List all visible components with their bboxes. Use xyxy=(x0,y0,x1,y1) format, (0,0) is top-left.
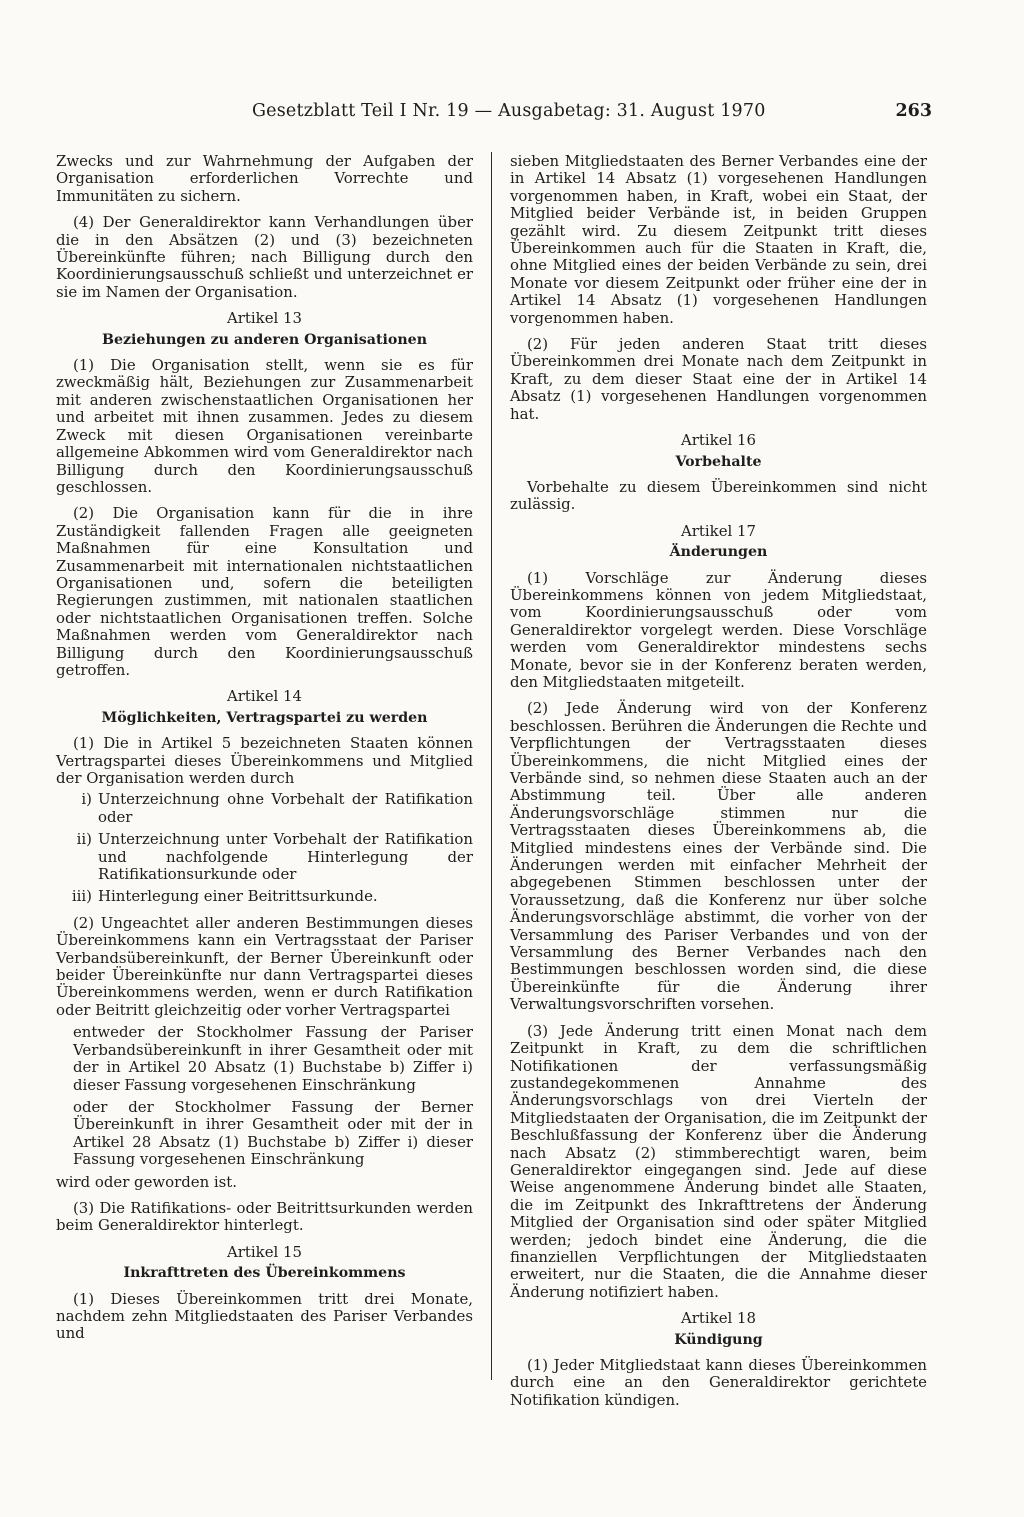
article-heading: Inkrafttreten des Übereinkommens xyxy=(123,1265,406,1282)
paragraph: (1) Dieses Übereinkommen tritt drei Monate, nachdem zehn Mitgliedstaaten des Pariser Verbandes und xyxy=(56,1289,473,1343)
article-number: Artikel 15 xyxy=(227,1242,302,1261)
paragraph: wird oder geworden ist. xyxy=(56,1172,238,1191)
indented-clause: entweder der Stockholmer Fassung der Pariser Verbandsübereinkunft in ihrer Gesamtheit oder mit der in Artikel 20 Absatz (1) Buchstabe b) Ziffer i) dieser Fassung vorgesehenen Einschränkung xyxy=(73,1023,473,1094)
paragraph: sieben Mitgliedstaaten des Berner Verbandes eine der in Artikel 14 Absatz (1) vorgesehenen Handlungen vorgenommen haben, in Kraft, wobei ein Staat, der Mitglied beider Verbände ist, in beiden Gruppen gezählt wird. Zu diesem Zeitpunkt tritt dieses Übereinkommen auch für die Staaten in Kraft, die, ohne Mitglied eines der beiden Verbände zu sein, drei Monate vor diesem Zeitpunkt oder früher eine der in Artikel 14 Absatz (1) vorgesehenen Handlungen vorgenommen haben. xyxy=(510,152,927,327)
article-heading: Vorbehalte xyxy=(675,453,762,470)
paragraph: (1) Vorschläge zur Änderung dieses Übereinkommens können von jedem Mitgliedstaat, vom Koordinierungsausschuß oder vom Generaldirektor vorgelegt werden. Diese Vorschläge werden vom Generaldirektor mindestens sechs Monate, bevor sie in der Konferenz beraten werden, den Mitgliedstaaten mitgeteilt. xyxy=(510,568,927,691)
enumeration-text: Unterzeichnung ohne Vorbehalt der Ratifikation oder xyxy=(98,790,473,826)
enumeration-label: i) xyxy=(81,790,92,809)
left-column xyxy=(56,153,473,1352)
indented-clause: oder der Stockholmer Fassung der Berner Übereinkunft in ihrer Gesamtheit oder mit der in Artikel 28 Absatz (1) Buchstabe b) Ziffer i) dieser Fassung vorgesehenen Einschränkung xyxy=(73,1097,473,1169)
paragraph: Zwecks und zur Wahrnehmung der Aufgaben der Organisation erforderlichen Vorrechte und Immunitäten zu sichern. xyxy=(56,152,473,205)
paragraph: (1) Die in Artikel 5 bezeichneten Staaten können Vertragspartei dieses Übereinkommens und Mitglied der Organisation werden durch xyxy=(56,734,473,787)
paragraph: (2) Für jeden anderen Staat tritt dieses Übereinkommen drei Monate nach dem Zeitpunkt in Kraft, zu dem dieser Staat eine der in Artikel 14 Absatz (1) vorgesehenen Handlungen vorgenommen hat. xyxy=(510,335,927,423)
enumeration-item xyxy=(56,888,473,905)
article-heading: Änderungen xyxy=(669,544,768,561)
article-number: Artikel 17 xyxy=(681,521,756,540)
paragraph: (3) Jede Änderung tritt einen Monat nach dem Zeitpunkt in Kraft, zu dem die schriftlichen Notifikationen der verfassungsmäßig zustandegekommenen Annahme des Änderungsvorschlags von drei Vierteln der Mitgliedstaaten der Organisation, die im Zeitpunkt der Beschlußfassung der Konferenz über die Änderung nach Absatz (2) stimmberechtigt waren, beim Generaldirektor eingegangen sind. Jede auf diese Weise angenommene Änderung bindet alle Staaten, die im Zeitpunkt des Inkrafttretens der Änderung Mitglied der Organisation sind oder später Mitglied werden; jedoch bindet eine Änderung, die die finanziellen Verpflichtungen der Mitgliedstaaten erweitert, nur die Staaten, die die Annahme dieser Änderung notifiziert haben. xyxy=(510,1021,927,1301)
paragraph: (2) Die Organisation kann für die in ihre Zuständigkeit fallenden Fragen alle geeigneten Maßnahmen für eine Konsultation und Zusammenarbeit mit internationalen nichtstaatlichen Organisationen und, sofern die beteiligten Regierungen zustimmen, mit nationalen staatlichen oder nichtstaatlichen Organisationen treffen. Solche Maßnahmen werden vom Generaldirektor nach Billigung durch den Koordinierungsausschuß getroffen. xyxy=(56,504,473,679)
article-number: Artikel 16 xyxy=(681,431,756,450)
page-header xyxy=(0,101,1024,131)
paragraph: (2) Jede Änderung wird von der Konferenz beschlossen. Berühren die Änderungen die Rechte und Verpflichtungen der Vertragsstaaten dieses Übereinkommens, die nicht Mitglied eines der Verbände sind, so nehmen diese Staaten auch an der Abstimmung teil. Über alle anderen Änderungsvorschläge stimmen nur die Vertragsstaaten dieses Übereinkommens ab, die Mitglied mindestens eines der Verbände sind. Die Änderungen werden mit einfacher Mehrheit der abgegebenen Stimmen beschlossen unter der Voraussetzung, daß die Konferenz nur über solche Änderungsvorschläge abstimmt, die vorher von der Versammlung des Pariser Verbandes und von der Versammlung des Berner Verbandes nach den Bestimmungen beschlossen worden sind, die diese Übereinkünfte für die Änderung ihrer Verwaltungsvorschriften vorsehen. xyxy=(510,699,927,1014)
page-number: 263 xyxy=(895,101,932,121)
paragraph: (4) Der Generaldirektor kann Verhandlungen über die in den Absätzen (2) und (3) bezeichneten Übereinkünfte führen; nach Billigung durch den Koordinierungsausschuß schließt und unterzeichnet er sie im Namen der Organisation. xyxy=(56,213,473,301)
enumeration-label: iii) xyxy=(71,887,92,906)
paragraph: Vorbehalte zu diesem Übereinkommen sind nicht zulässig. xyxy=(510,477,927,514)
paragraph: (1) Die Organisation stellt, wenn sie es für zweckmäßig hält, Beziehungen zur Zusammenarbeit mit anderen zwischenstaatlichen Organisationen her und arbeitet mit ihnen zusammen. Jedes zu diesem Zweck mit diesen Organisationen vereinbarte allgemeine Abkommen wird vom Generaldirektor nach Billigung durch den Koordinierungsausschuß geschlossen. xyxy=(56,356,473,496)
enumeration-label: ii) xyxy=(76,830,92,849)
enumeration-text: Hinterlegung einer Beitrittsurkunde. xyxy=(98,887,378,906)
article-number: Artikel 14 xyxy=(227,687,302,706)
article-heading: Möglichkeiten, Vertragspartei zu werden xyxy=(101,709,428,726)
paragraph: (1) Jeder Mitgliedstaat kann dieses Übereinkommen durch eine an den Generaldirektor gerichtete Notifikation kündigen. xyxy=(510,1356,927,1409)
article-heading: Kündigung xyxy=(674,1331,763,1348)
paragraph: (3) Die Ratifikations- oder Beitrittsurkunden werden beim Generaldirektor hinterlegt. xyxy=(56,1198,473,1235)
enumeration-text: Unterzeichnung unter Vorbehalt der Ratifikation und nachfolgende Hinterlegung der Ratifikationsurkunde oder xyxy=(98,830,473,884)
paragraph: (2) Ungeachtet aller anderen Bestimmungen dieses Übereinkommens kann ein Vertragsstaat der Pariser Verbandsübereinkunft, der Berner Übereinkunft oder beider Übereinkünfte nur dann Vertragspartei dieses Übereinkommens werden, wenn er durch Ratifikation oder Beitritt gleichzeitig oder vorher Vertragspartei xyxy=(56,913,473,1019)
enumeration-item xyxy=(56,831,473,883)
enumeration-item xyxy=(56,791,473,826)
article-number: Artikel 13 xyxy=(227,309,302,328)
right-column xyxy=(510,153,927,1418)
article-number: Artikel 18 xyxy=(681,1309,756,1328)
column-divider xyxy=(491,152,492,1380)
gazette-title: Gesetzblatt Teil I Nr. 19 — Ausgabetag: 31. August 1970 xyxy=(252,101,766,121)
article-heading: Beziehungen zu anderen Organisationen xyxy=(101,331,428,348)
